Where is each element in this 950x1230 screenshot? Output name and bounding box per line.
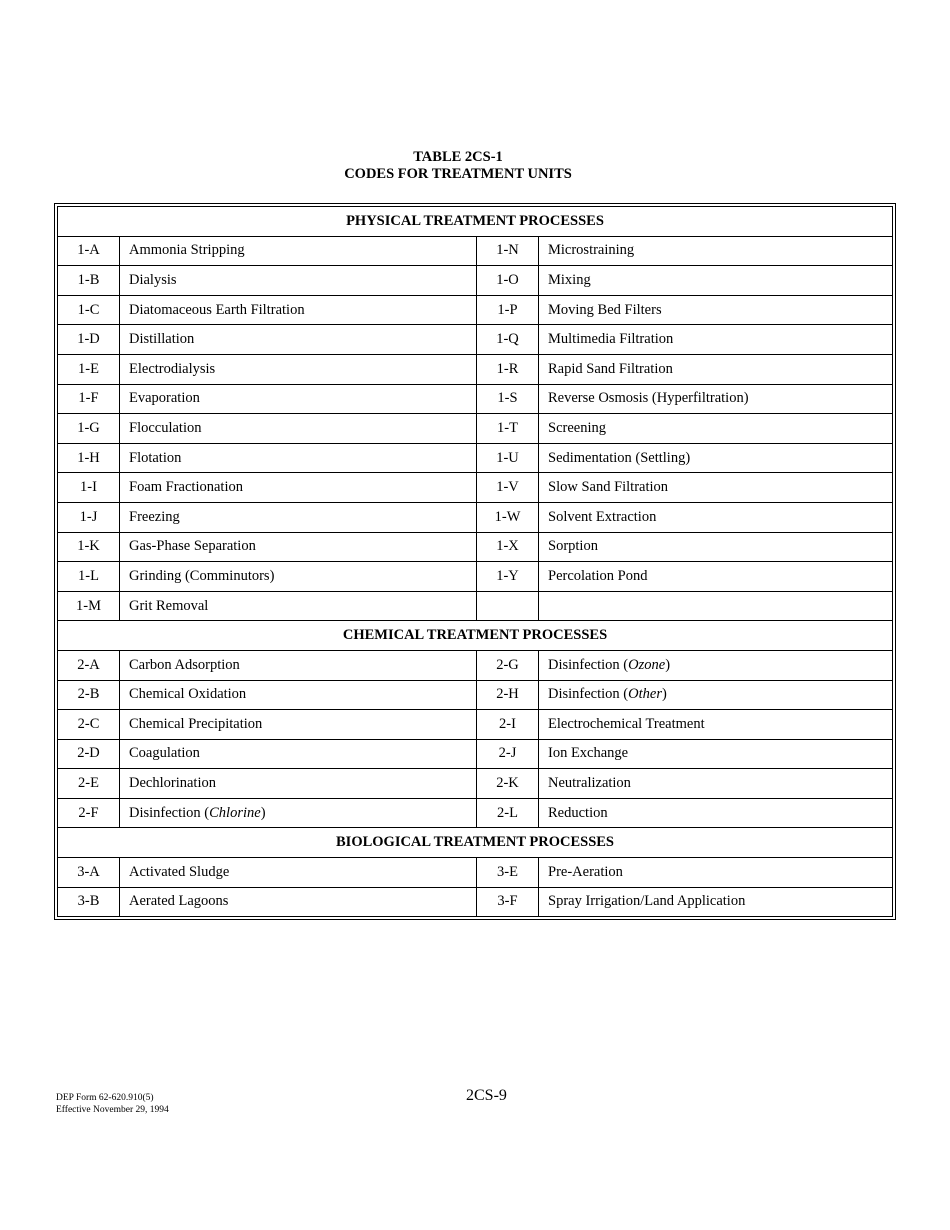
cell-text: 1-F bbox=[78, 390, 99, 407]
code-cell bbox=[58, 591, 120, 621]
cell-text: Mixing bbox=[548, 271, 591, 288]
name-cell bbox=[120, 384, 477, 414]
name-cell bbox=[539, 532, 893, 562]
cell-text: 1-B bbox=[77, 271, 100, 288]
name-cell bbox=[539, 266, 893, 296]
code-cell bbox=[477, 710, 539, 740]
cell-text: Ammonia Stripping bbox=[129, 242, 245, 259]
table-row bbox=[58, 236, 893, 266]
cell-italic-text: Ozone bbox=[628, 656, 666, 673]
cell-text: 1-S bbox=[497, 390, 518, 407]
code-cell bbox=[58, 532, 120, 562]
name-cell bbox=[539, 562, 893, 592]
section-heading: BIOLOGICAL TREATMENT PROCESSES bbox=[58, 828, 893, 858]
cell-text: Pre-Aeration bbox=[548, 863, 623, 880]
code-cell bbox=[477, 798, 539, 828]
cell-text: Screening bbox=[548, 419, 606, 436]
table-row bbox=[58, 591, 893, 621]
section-header-row bbox=[58, 828, 893, 858]
table-row bbox=[58, 739, 893, 769]
cell-text: Chemical Precipitation bbox=[129, 715, 263, 732]
cell-text: 1-L bbox=[78, 567, 99, 584]
name-cell bbox=[539, 354, 893, 384]
name-cell bbox=[539, 680, 893, 710]
table-number: TABLE 2CS-1 bbox=[413, 149, 503, 165]
cell-text: Foam Fractionation bbox=[129, 479, 243, 496]
name-cell bbox=[539, 769, 893, 799]
cell-text: Sorption bbox=[548, 538, 598, 555]
name-cell bbox=[539, 414, 893, 444]
code-cell bbox=[477, 443, 539, 473]
cell-text: 1-U bbox=[496, 449, 519, 466]
section-header-row bbox=[58, 621, 893, 651]
section-heading: PHYSICAL TREATMENT PROCESSES bbox=[58, 207, 893, 237]
cell-text: Grit Removal bbox=[129, 597, 209, 614]
cell-text: 1-D bbox=[77, 331, 100, 348]
name-cell bbox=[539, 887, 893, 917]
code-cell bbox=[477, 414, 539, 444]
section-heading: CHEMICAL TREATMENT PROCESSES bbox=[58, 621, 893, 651]
cell-text: Microstraining bbox=[548, 242, 635, 259]
code-cell bbox=[58, 266, 120, 296]
table-row bbox=[58, 502, 893, 532]
name-cell bbox=[539, 473, 893, 503]
cell-text: Activated Sludge bbox=[129, 863, 230, 880]
table-row bbox=[58, 562, 893, 592]
table-row bbox=[58, 266, 893, 296]
cell-text: Disinfection ( bbox=[548, 686, 629, 703]
code-cell bbox=[477, 680, 539, 710]
table-row bbox=[58, 887, 893, 917]
cell-text: 3-E bbox=[497, 863, 518, 880]
code-cell bbox=[477, 384, 539, 414]
code-cell bbox=[58, 473, 120, 503]
cell-text: 2-A bbox=[77, 656, 100, 673]
cell-text: 1-Q bbox=[496, 331, 519, 348]
cell-text: 1-O bbox=[496, 271, 519, 288]
table-row bbox=[58, 414, 893, 444]
code-cell bbox=[477, 502, 539, 532]
code-cell bbox=[477, 295, 539, 325]
cell-text: 1-M bbox=[76, 597, 101, 614]
cell-text: Percolation Pond bbox=[548, 567, 648, 584]
name-cell bbox=[539, 443, 893, 473]
cell-text: 2-B bbox=[77, 686, 100, 703]
code-cell bbox=[477, 887, 539, 917]
code-cell bbox=[58, 680, 120, 710]
cell-text: 1-H bbox=[77, 449, 100, 466]
code-cell bbox=[58, 295, 120, 325]
cell-text: Dialysis bbox=[129, 271, 177, 288]
cell-text: 2-K bbox=[496, 775, 519, 792]
cell-text: Neutralization bbox=[548, 775, 631, 792]
name-cell bbox=[120, 532, 477, 562]
code-cell bbox=[58, 443, 120, 473]
code-cell bbox=[58, 562, 120, 592]
cell-text-suffix: ) bbox=[661, 686, 667, 703]
table-row bbox=[58, 798, 893, 828]
cell-text: Flocculation bbox=[129, 419, 202, 436]
code-cell bbox=[58, 384, 120, 414]
section-header-row bbox=[58, 207, 893, 237]
code-cell bbox=[477, 650, 539, 680]
name-cell bbox=[120, 798, 477, 828]
cell-text: Aerated Lagoons bbox=[129, 893, 229, 910]
page-number: 2CS-9 bbox=[466, 1087, 507, 1104]
table-body bbox=[58, 207, 893, 917]
table-row bbox=[58, 295, 893, 325]
cell-text: 1-A bbox=[77, 242, 100, 259]
table-row bbox=[58, 384, 893, 414]
code-cell bbox=[477, 532, 539, 562]
cell-text: 2-G bbox=[496, 656, 519, 673]
cell-text: 1-G bbox=[77, 419, 100, 436]
name-cell bbox=[120, 858, 477, 888]
code-cell bbox=[58, 739, 120, 769]
name-cell bbox=[539, 236, 893, 266]
cell-text: Solvent Extraction bbox=[548, 508, 657, 525]
name-cell bbox=[120, 443, 477, 473]
table-row bbox=[58, 710, 893, 740]
code-cell bbox=[58, 325, 120, 355]
table-caption: CODES FOR TREATMENT UNITS bbox=[344, 166, 572, 182]
name-cell bbox=[120, 473, 477, 503]
cell-text: 3-B bbox=[77, 893, 100, 910]
name-cell bbox=[120, 680, 477, 710]
cell-text: 2-H bbox=[496, 686, 519, 703]
cell-italic-text: Other bbox=[628, 686, 662, 703]
cell-text: 1-X bbox=[496, 538, 519, 555]
cell-text: Rapid Sand Filtration bbox=[548, 360, 673, 377]
table-row bbox=[58, 325, 893, 355]
code-cell bbox=[477, 769, 539, 799]
cell-italic-text: Chlorine bbox=[209, 804, 261, 821]
cell-text: Multimedia Filtration bbox=[548, 331, 674, 348]
cell-text: Carbon Adsorption bbox=[129, 656, 240, 673]
cell-text: 1-W bbox=[494, 508, 521, 525]
code-cell bbox=[58, 414, 120, 444]
cell-text: 2-E bbox=[78, 775, 99, 792]
name-cell bbox=[539, 710, 893, 740]
effective-date: Effective November 29, 1994 bbox=[56, 1105, 169, 1115]
cell-text: Moving Bed Filters bbox=[548, 301, 662, 318]
cell-text: 1-T bbox=[497, 419, 518, 436]
code-cell bbox=[58, 798, 120, 828]
cell-text: 3-F bbox=[497, 893, 518, 910]
cell-text: Sedimentation (Settling) bbox=[548, 449, 691, 466]
name-cell bbox=[120, 769, 477, 799]
code-cell bbox=[477, 739, 539, 769]
name-cell bbox=[539, 295, 893, 325]
cell-text: Freezing bbox=[129, 508, 180, 525]
cell-text: Distillation bbox=[129, 331, 195, 348]
table-row bbox=[58, 443, 893, 473]
cell-text: 1-K bbox=[77, 538, 100, 555]
cell-text: 1-C bbox=[77, 301, 100, 318]
treatment-codes-table bbox=[54, 203, 896, 920]
form-info bbox=[56, 1092, 169, 1116]
code-cell bbox=[477, 354, 539, 384]
name-cell bbox=[120, 414, 477, 444]
name-cell bbox=[120, 887, 477, 917]
name-cell bbox=[120, 354, 477, 384]
code-cell bbox=[58, 236, 120, 266]
code-cell bbox=[58, 887, 120, 917]
name-cell bbox=[120, 650, 477, 680]
table-row bbox=[58, 354, 893, 384]
name-cell bbox=[120, 236, 477, 266]
cell-text: Disinfection ( bbox=[548, 656, 629, 673]
code-cell bbox=[58, 502, 120, 532]
table-title bbox=[0, 149, 916, 183]
name-cell bbox=[539, 384, 893, 414]
cell-text: Ion Exchange bbox=[548, 745, 629, 762]
cell-text: 2-F bbox=[78, 804, 99, 821]
cell-text: Coagulation bbox=[129, 745, 200, 762]
table-row bbox=[58, 650, 893, 680]
name-cell bbox=[120, 739, 477, 769]
cell-text: Diatomaceous Earth Filtration bbox=[129, 301, 305, 318]
name-cell bbox=[539, 325, 893, 355]
table-row bbox=[58, 473, 893, 503]
cell-text: 1-J bbox=[79, 508, 98, 525]
cell-text: 1-N bbox=[496, 242, 519, 259]
name-cell bbox=[539, 591, 893, 621]
cell-text: Electrodialysis bbox=[129, 360, 216, 377]
name-cell bbox=[539, 739, 893, 769]
cell-text: 1-R bbox=[496, 360, 519, 377]
cell-text: 2-C bbox=[77, 715, 100, 732]
cell-text: 2-D bbox=[77, 745, 100, 762]
name-cell bbox=[539, 798, 893, 828]
code-cell bbox=[477, 858, 539, 888]
cell-text: 1-V bbox=[496, 479, 519, 496]
cell-text: 1-I bbox=[80, 479, 97, 496]
code-cell bbox=[477, 236, 539, 266]
cell-text: Reduction bbox=[548, 804, 608, 821]
name-cell bbox=[120, 295, 477, 325]
cell-text: Dechlorination bbox=[129, 775, 216, 792]
table-row bbox=[58, 532, 893, 562]
name-cell bbox=[539, 858, 893, 888]
name-cell bbox=[539, 502, 893, 532]
name-cell bbox=[120, 325, 477, 355]
cell-text: 3-A bbox=[77, 863, 100, 880]
cell-text: Chemical Oxidation bbox=[129, 686, 247, 703]
cell-text: Disinfection ( bbox=[129, 804, 210, 821]
name-cell bbox=[539, 650, 893, 680]
cell-text-suffix: ) bbox=[665, 656, 671, 673]
cell-text: 1-P bbox=[497, 301, 518, 318]
code-cell bbox=[477, 473, 539, 503]
cell-text: Evaporation bbox=[129, 390, 200, 407]
code-cell bbox=[58, 354, 120, 384]
cell-text: 2-L bbox=[497, 804, 518, 821]
table-row bbox=[58, 680, 893, 710]
cell-text-suffix: ) bbox=[260, 804, 266, 821]
code-cell bbox=[477, 591, 539, 621]
cell-text: Electrochemical Treatment bbox=[548, 715, 705, 732]
cell-text: 1-E bbox=[78, 360, 99, 377]
cell-text: Flotation bbox=[129, 449, 182, 466]
name-cell bbox=[120, 266, 477, 296]
code-cell bbox=[477, 325, 539, 355]
cell-text: 2-I bbox=[499, 715, 516, 732]
code-cell bbox=[58, 710, 120, 740]
table-row bbox=[58, 858, 893, 888]
table-row bbox=[58, 769, 893, 799]
cell-text: Grinding (Comminutors) bbox=[129, 567, 275, 584]
cell-text: Gas-Phase Separation bbox=[129, 538, 256, 555]
code-cell bbox=[58, 858, 120, 888]
code-cell bbox=[58, 769, 120, 799]
cell-text: Slow Sand Filtration bbox=[548, 479, 669, 496]
cell-text: 2-J bbox=[498, 745, 517, 762]
name-cell bbox=[120, 502, 477, 532]
code-cell bbox=[58, 650, 120, 680]
code-cell bbox=[477, 266, 539, 296]
cell-text: 1-Y bbox=[496, 567, 519, 584]
name-cell bbox=[120, 591, 477, 621]
cell-text: Spray Irrigation/Land Application bbox=[548, 893, 746, 910]
name-cell bbox=[120, 710, 477, 740]
cell-text: Reverse Osmosis (Hyperfiltration) bbox=[548, 390, 749, 407]
name-cell bbox=[120, 562, 477, 592]
form-number: DEP Form 62-620.910(5) bbox=[56, 1093, 154, 1103]
code-cell bbox=[477, 562, 539, 592]
